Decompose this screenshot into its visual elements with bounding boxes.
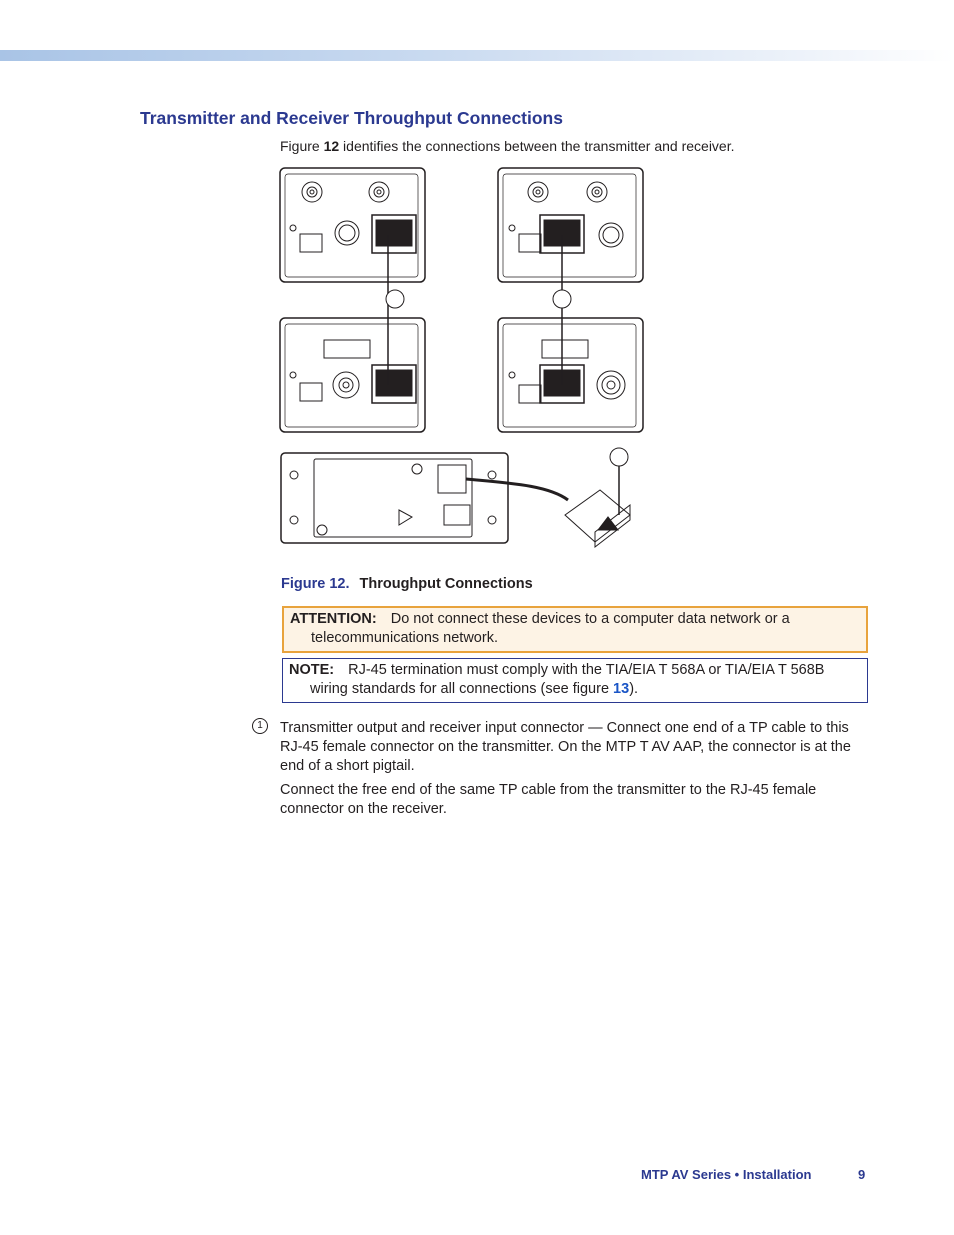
note-text-end: ). (629, 681, 639, 697)
header-bar (0, 50, 954, 61)
note-text: RJ-45 termination must comply with the TIA/EIA T 568A or TIA/EIA T 568B (348, 662, 825, 678)
attention-text: Do not connect these devices to a computer data network or a (390, 611, 790, 627)
figure-13-link[interactable]: 13 (613, 681, 630, 697)
callout-number: 1 (252, 718, 268, 734)
note-box (282, 658, 868, 703)
figure-caption (281, 576, 533, 592)
intro-text-end: identifies the connections between the transmitter and receiver. (339, 138, 735, 154)
attention-text-2: telecommunications network. (311, 630, 498, 646)
intro-text: Figure (280, 138, 324, 154)
throughput-connections-diagram (278, 165, 678, 550)
section-title: Transmitter and Receiver Throughput Connections (140, 108, 563, 128)
figure-title: Throughput Connections (359, 576, 533, 592)
attention-box (282, 606, 868, 653)
item-paragraph (280, 719, 872, 776)
footer-title: MTP AV Series • Installation (641, 1167, 812, 1182)
aap-wall-plate (281, 453, 508, 543)
item-heading: Transmitter output and receiver input connector (280, 720, 585, 736)
transmitter-device-2 (498, 168, 643, 282)
note-text-2: wiring standards for all connections (see figure (310, 681, 614, 697)
item-paragraph-2: Connect the free end of the same TP cable from the transmitter to the RJ-45 female connector on the receiver. (280, 782, 817, 817)
page-number: 9 (858, 1167, 866, 1182)
receiver-device-1 (280, 318, 425, 432)
rj45-jack (565, 490, 630, 547)
figure-number: Figure 12. (281, 576, 350, 592)
receiver-device-2 (498, 318, 643, 432)
transmitter-device-1 (280, 168, 425, 282)
note-label: NOTE: (289, 662, 335, 678)
attention-label: ATTENTION: (290, 611, 377, 627)
item-text: — Connect one end of a TP cable to this RJ-45 female connector on the transmitter. On the MTP T AV AAP, the connector is at the end of a short pigtail. (280, 720, 851, 774)
figure-reference: 12 (323, 138, 340, 154)
intro-paragraph (280, 138, 735, 154)
